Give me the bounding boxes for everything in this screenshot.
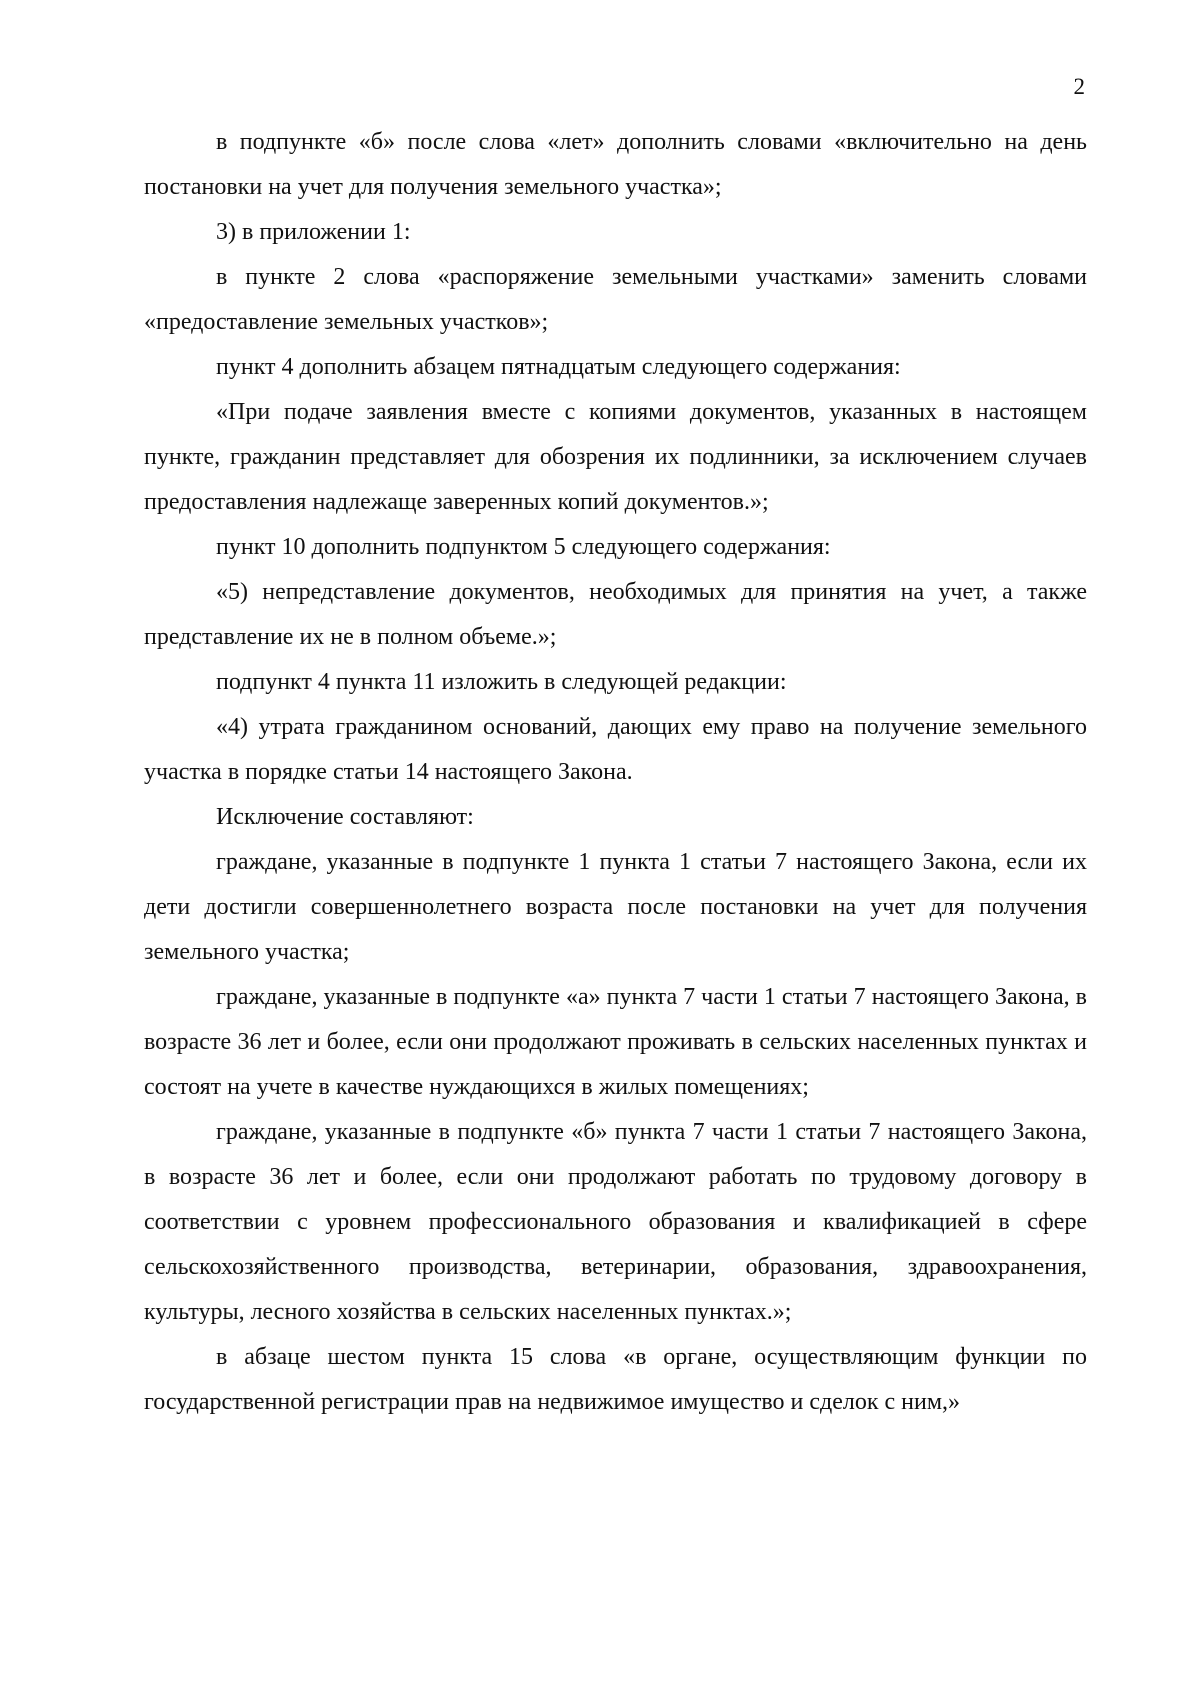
page-number: 2 <box>1073 74 1085 99</box>
paragraph: граждане, указанные в подпункте «а» пункта 7 части 1 статьи 7 настоящего Закона, в возрасте 36 лет и более, если они продолжают проживать в сельских населенных пунктах и состоят на учете в качестве нуждающихся в жилых помещениях; <box>144 984 1087 1100</box>
paragraph: «При подаче заявления вместе с копиями документов, указанных в настоящем пункте, гражданин представляет для обозрения их подлинники, за исключением случаев предоставления надлежаще заверенных копий документов.»; <box>144 399 1087 515</box>
paragraph: в абзаце шестом пункта 15 слова «в органе, осуществляющим функции по государственной регистрации прав на недвижимое имущество и сделок с ним,» <box>144 1344 1087 1415</box>
paragraph: пункт 10 дополнить подпунктом 5 следующего содержания: <box>216 534 831 560</box>
paragraph: в подпункте «б» после слова «лет» дополнить словами «включительно на день постановки на учет для получения земельного участка»; <box>144 129 1087 200</box>
paragraph: подпункт 4 пункта 11 изложить в следующей редакции: <box>216 669 787 695</box>
paragraph: «5) непредставление документов, необходимых для принятия на учет, а также представление их не в полном объеме.»; <box>144 579 1087 650</box>
paragraph: граждане, указанные в подпункте «б» пункта 7 части 1 статьи 7 настоящего Закона, в возрасте 36 лет и более, если они продолжают работать по трудовому договору в соответствии с уровнем профессионального образования и квалификацией в сфере сельскохозяйственного производства, ветеринарии, образования, здравоохранения, культуры, лесного хозяйства в сельских населенных пунктах.»; <box>144 1119 1087 1325</box>
paragraph: в пункте 2 слова «распоряжение земельными участками» заменить словами «предоставление земельных участков»; <box>144 264 1087 335</box>
paragraph: граждане, указанные в подпункте 1 пункта 1 статьи 7 настоящего Закона, если их дети достигли совершеннолетнего возраста после постановки на учет для получения земельного участка; <box>144 849 1087 965</box>
paragraph: Исключение составляют: <box>216 804 474 830</box>
paragraph: 3) в приложении 1: <box>216 219 411 245</box>
paragraph: пункт 4 дополнить абзацем пятнадцатым следующего содержания: <box>216 354 901 380</box>
paragraph: «4) утрата гражданином оснований, дающих ему право на получение земельного участка в порядке статьи 14 настоящего Закона. <box>144 714 1087 785</box>
document-body <box>144 120 1087 1425</box>
